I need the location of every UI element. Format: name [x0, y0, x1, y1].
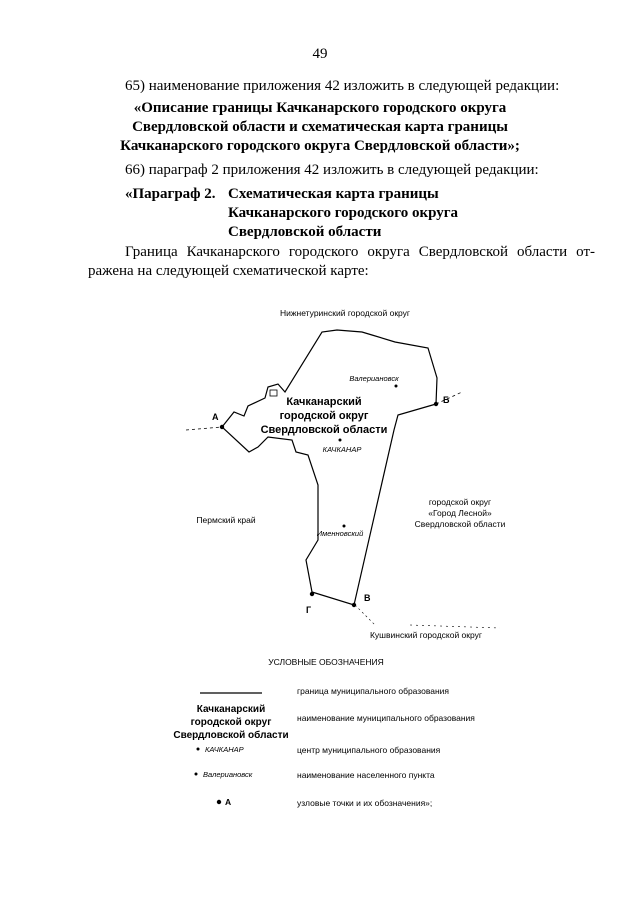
paragraph-66: 66) параграф 2 приложения 42 изложить в следующей редакции: [125, 162, 539, 178]
district-name-line-1: Качканарский [286, 396, 362, 408]
page-number: 49 [312, 46, 328, 62]
legend-node-symbol-label: А [225, 797, 232, 807]
legend-text-node-points: узловые точки и их обозначения»; [297, 798, 433, 808]
legend-settlement-symbol-label: Валериановск [203, 770, 253, 779]
node-point-b [434, 402, 438, 406]
boundary-extension-south [355, 605, 375, 625]
settlement-dot-valerianovsk [395, 385, 398, 388]
district-name-line-3: Свердловской области [260, 424, 388, 436]
legend-text-boundary: граница муниципального образования [297, 686, 450, 696]
legend-settlement-dot [195, 773, 198, 776]
section-line-2: Качканарского городского округа [228, 205, 459, 221]
legend-title: УСЛОВНЫЕ ОБОЗНАЧЕНИЯ [268, 657, 384, 667]
enclave-marker [270, 390, 277, 396]
node-label-v: В [364, 593, 371, 603]
legend-text-municipality-name: наименование муниципального образования [297, 713, 475, 723]
center-name-kachkanar: КАЧКАНАР [322, 445, 362, 454]
legend-district-name-line-3: Свердловской области [173, 730, 289, 741]
body-line-2: ражена на следующей схематической карте: [88, 263, 369, 279]
boundary-extension-south-east [410, 625, 500, 628]
node-point-v [352, 603, 356, 607]
district-boundary [222, 330, 437, 605]
body-line-1: Граница Качканарского городского округа Свердловской области от- [125, 244, 595, 260]
legend-district-name-line-2: городской округ [190, 717, 272, 728]
title-line-1: «Описание границы Качканарского городского округа [133, 100, 507, 116]
node-label-b: Б [443, 395, 450, 405]
node-point-a [220, 425, 224, 429]
title-line-3: Качканарского городского округа Свердловской области»; [120, 138, 520, 154]
district-name-line-2: городской округ [279, 410, 369, 422]
section-line-3: Свердловской области [228, 224, 382, 240]
legend-node-dot [217, 800, 221, 804]
settlement-dot-imennovsky [343, 525, 346, 528]
neighbor-east-label-1: городской округ [428, 497, 492, 507]
center-dot-kachkanar [339, 439, 342, 442]
settlement-name-imennovsky: Именновский [316, 529, 364, 538]
legend-district-name-line-1: Качканарский [196, 704, 266, 715]
node-point-g [310, 592, 314, 596]
node-label-a: А [212, 412, 219, 422]
title-line-2: Свердловской области и схематическая карта границы [132, 119, 508, 135]
legend-center-symbol-label: КАЧКАНАР [205, 745, 244, 754]
legend-district-name-symbol [172, 703, 290, 742]
section-prefix: «Параграф 2. [125, 186, 216, 202]
boundary-extension-west [186, 427, 222, 430]
neighbor-north-label: Нижнетуринский городской округ [279, 308, 411, 318]
node-label-g: Г [306, 605, 312, 615]
neighbor-east-label-3: Свердловской области [414, 519, 506, 529]
legend-text-settlement: наименование населенного пункта [297, 770, 435, 780]
neighbor-west-label: Пермский край [196, 515, 256, 525]
neighbor-east-label-2: «Город Лесной» [428, 508, 492, 518]
legend-text-center: центр муниципального образования [297, 745, 441, 755]
legend-center-dot [197, 748, 200, 751]
neighbor-south-label: Кушвинский городской округ [369, 630, 483, 640]
settlement-name-valerianovsk: Валериановск [349, 374, 399, 383]
section-line-1: Схематическая карта границы [228, 186, 439, 202]
paragraph-65: 65) наименование приложения 42 изложить в следующей редакции: [125, 78, 560, 94]
